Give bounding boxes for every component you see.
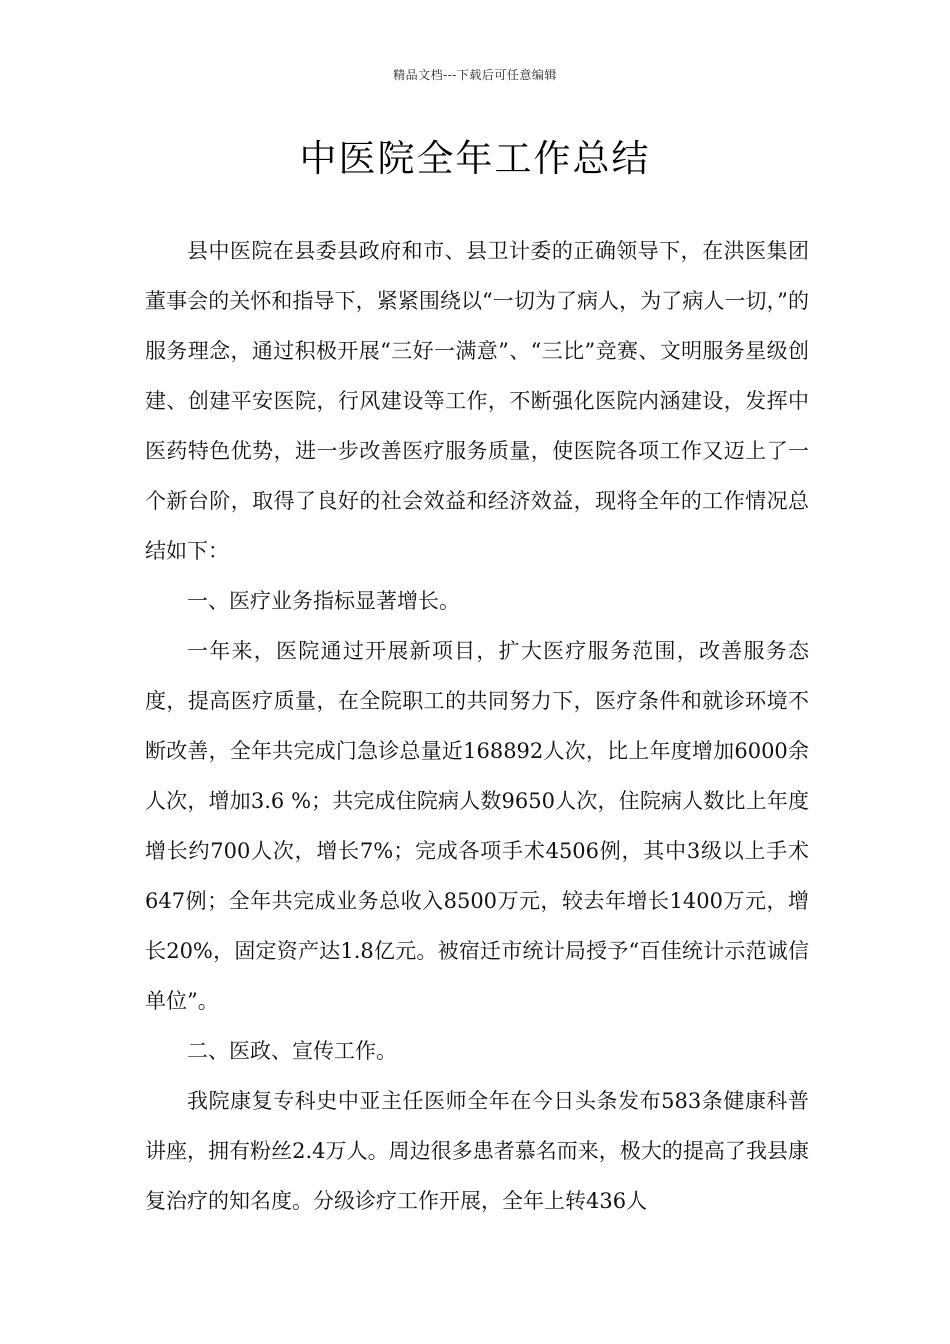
section-heading-medical-indicators: 一、医疗业务指标显著增长。 [187,589,460,613]
document-title: 中医院全年工作总结 [299,137,651,180]
document-body [145,226,809,1226]
paragraph-intro: 县中医院在县委县政府和市、县卫计委的正确领导下，在洪医集团董事会的关怀和指导下，紧紧围绕以“一切为了病人，为了病人一切，”的服务理念，通过积极开展“三好一满意”、“三比”竞赛、文明服务星级创建、创建平安医院，行风建设等工作，不断强化医院内涵建设，发挥中医药特色优势，进一步改善医疗服务质量，使医院各项工作又迈上了一个新台阶，取得了良好的社会效益和经济效益，现将全年的工作情况总结如下： [145,239,809,563]
paragraph-administration-publicity: 我院康复专科史中亚主任医师全年在今日头条发布583条健康科普讲座，拥有粉丝2.4万人。周边很多患者慕名而来，极大的提高了我县康复治疗的知名度。分级诊疗工作开展，全年上转436人 [145,1089,809,1213]
page-header-note: 精品文档---下载后可任意编辑 [393,68,557,82]
paragraph-medical-indicators: 一年来，医院通过开展新项目，扩大医疗服务范围，改善服务态度，提高医疗质量，在全院职工的共同努力下，医疗条件和就诊环境不断改善，全年共完成门急诊总量近168892人次，比上年度增加6000余人次，增加3.6 %；共完成住院病人数9650人次，住院病人数比上年度增长约700人次，增长7%；完成各项手术4506例，其中3级以上手术647例；全年共完成业务总收入8500万元，较去年增长1400万元，增长20%，固定资产达1.8亿元。被宿迁市统计局授予“百佳统计示范诚信单位”。 [145,639,809,1013]
section-heading-administration-publicity: 二、医政、宣传工作。 [187,1039,397,1063]
